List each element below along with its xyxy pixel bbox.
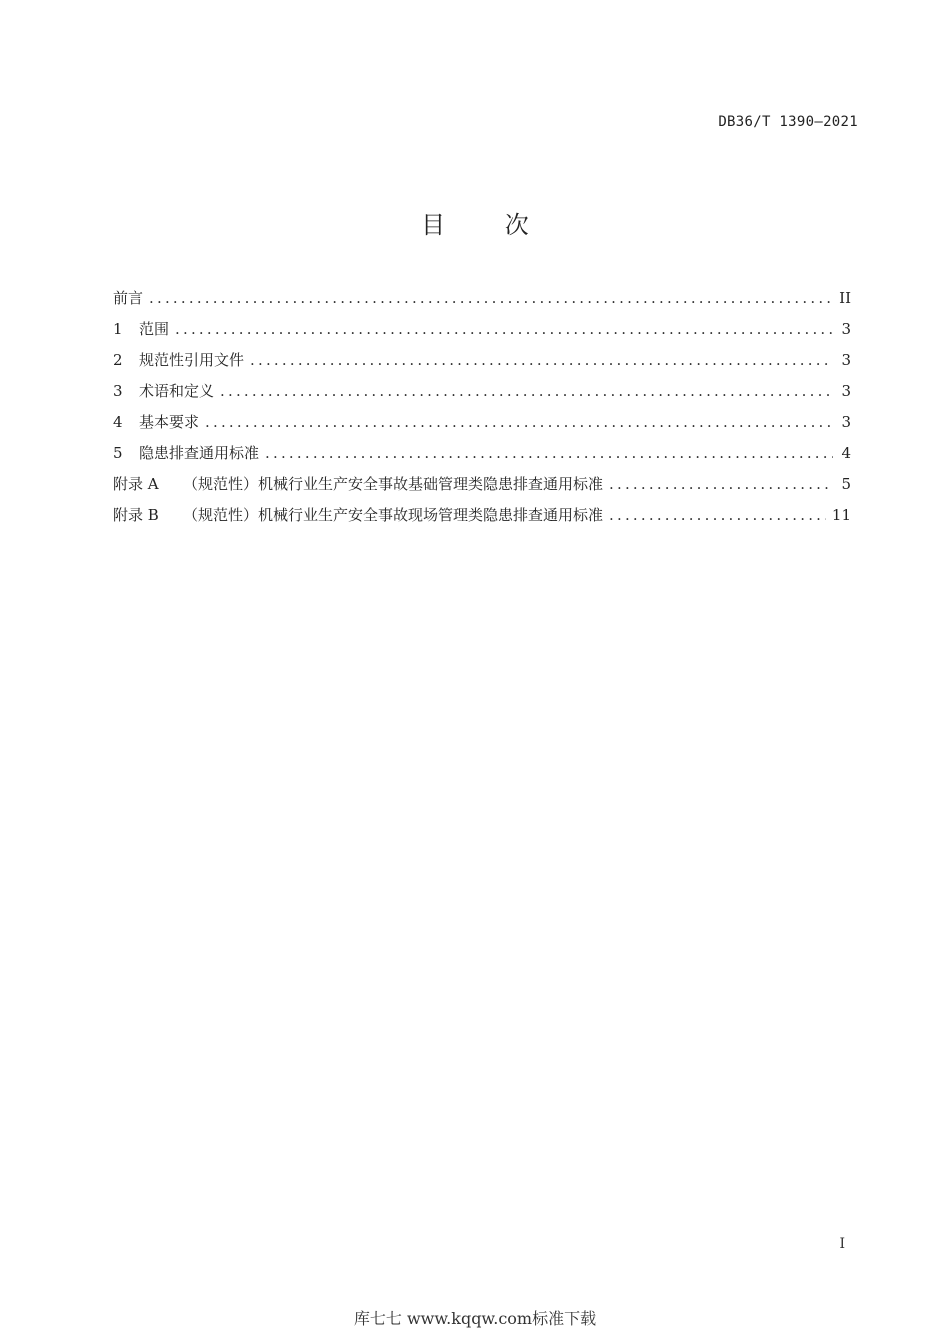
toc-entry-label: 规范性引用文件 [139,351,245,369]
toc-entry-label: 术语和定义 [139,382,215,400]
toc-entry-number: 5 [113,444,123,462]
toc-entry-appendix-a[interactable] [113,472,851,503]
toc-entry-number: 1 [113,320,123,338]
toc-entry-page: 3 [841,413,851,431]
toc-leader-dots [205,410,833,434]
toc-entry-number: 2 [113,351,123,369]
toc-leader-dots [175,317,833,341]
toc-entry-basic-requirements[interactable] [113,410,851,441]
toc-entry-number: 附录 B [113,506,159,524]
toc-entry-number: 3 [113,382,123,400]
page-number: I [839,1236,845,1252]
toc-entry-page: 3 [841,320,851,338]
toc-leader-dots [220,379,833,403]
table-of-contents [113,286,851,534]
toc-leader-dots [250,348,833,372]
toc-entry-label: 范围 [139,320,170,338]
toc-leader-dots [265,441,833,465]
toc-entry-page: 3 [841,382,851,400]
toc-entry-foreword[interactable] [113,286,851,317]
watermark-text: 库七七 www.kqqw.com标准下载 [353,1309,597,1328]
toc-entry-scope[interactable] [113,317,851,348]
toc-entry-page: II [839,289,851,307]
toc-entry-page: 5 [841,475,851,493]
toc-leader-dots [609,472,833,496]
toc-entry-label: 基本要求 [139,413,200,431]
toc-entry-number: 附录 A [113,475,159,493]
toc-entry-page: 4 [841,444,851,462]
toc-entry-label: 前言 [113,289,144,307]
toc-entry-label: （规范性）机械行业生产安全事故现场管理类隐患排查通用标准 [183,506,604,524]
toc-entry-appendix-b[interactable] [113,503,851,534]
toc-entry-number: 4 [113,413,123,431]
toc-leader-dots [609,503,826,527]
toc-entry-label: 隐患排查通用标准 [139,444,260,462]
document-code: DB36/T 1390—2021 [718,114,858,130]
toc-entry-page: 11 [831,506,851,524]
toc-entry-hazard-standard[interactable] [113,441,851,472]
toc-entry-page: 3 [841,351,851,369]
toc-entry-label: （规范性）机械行业生产安全事故基础管理类隐患排查通用标准 [183,475,604,493]
toc-entry-terms-definitions[interactable] [113,379,851,410]
toc-entry-normative-references[interactable] [113,348,851,379]
toc-title: 目 次 [421,211,555,239]
toc-leader-dots [149,286,833,310]
